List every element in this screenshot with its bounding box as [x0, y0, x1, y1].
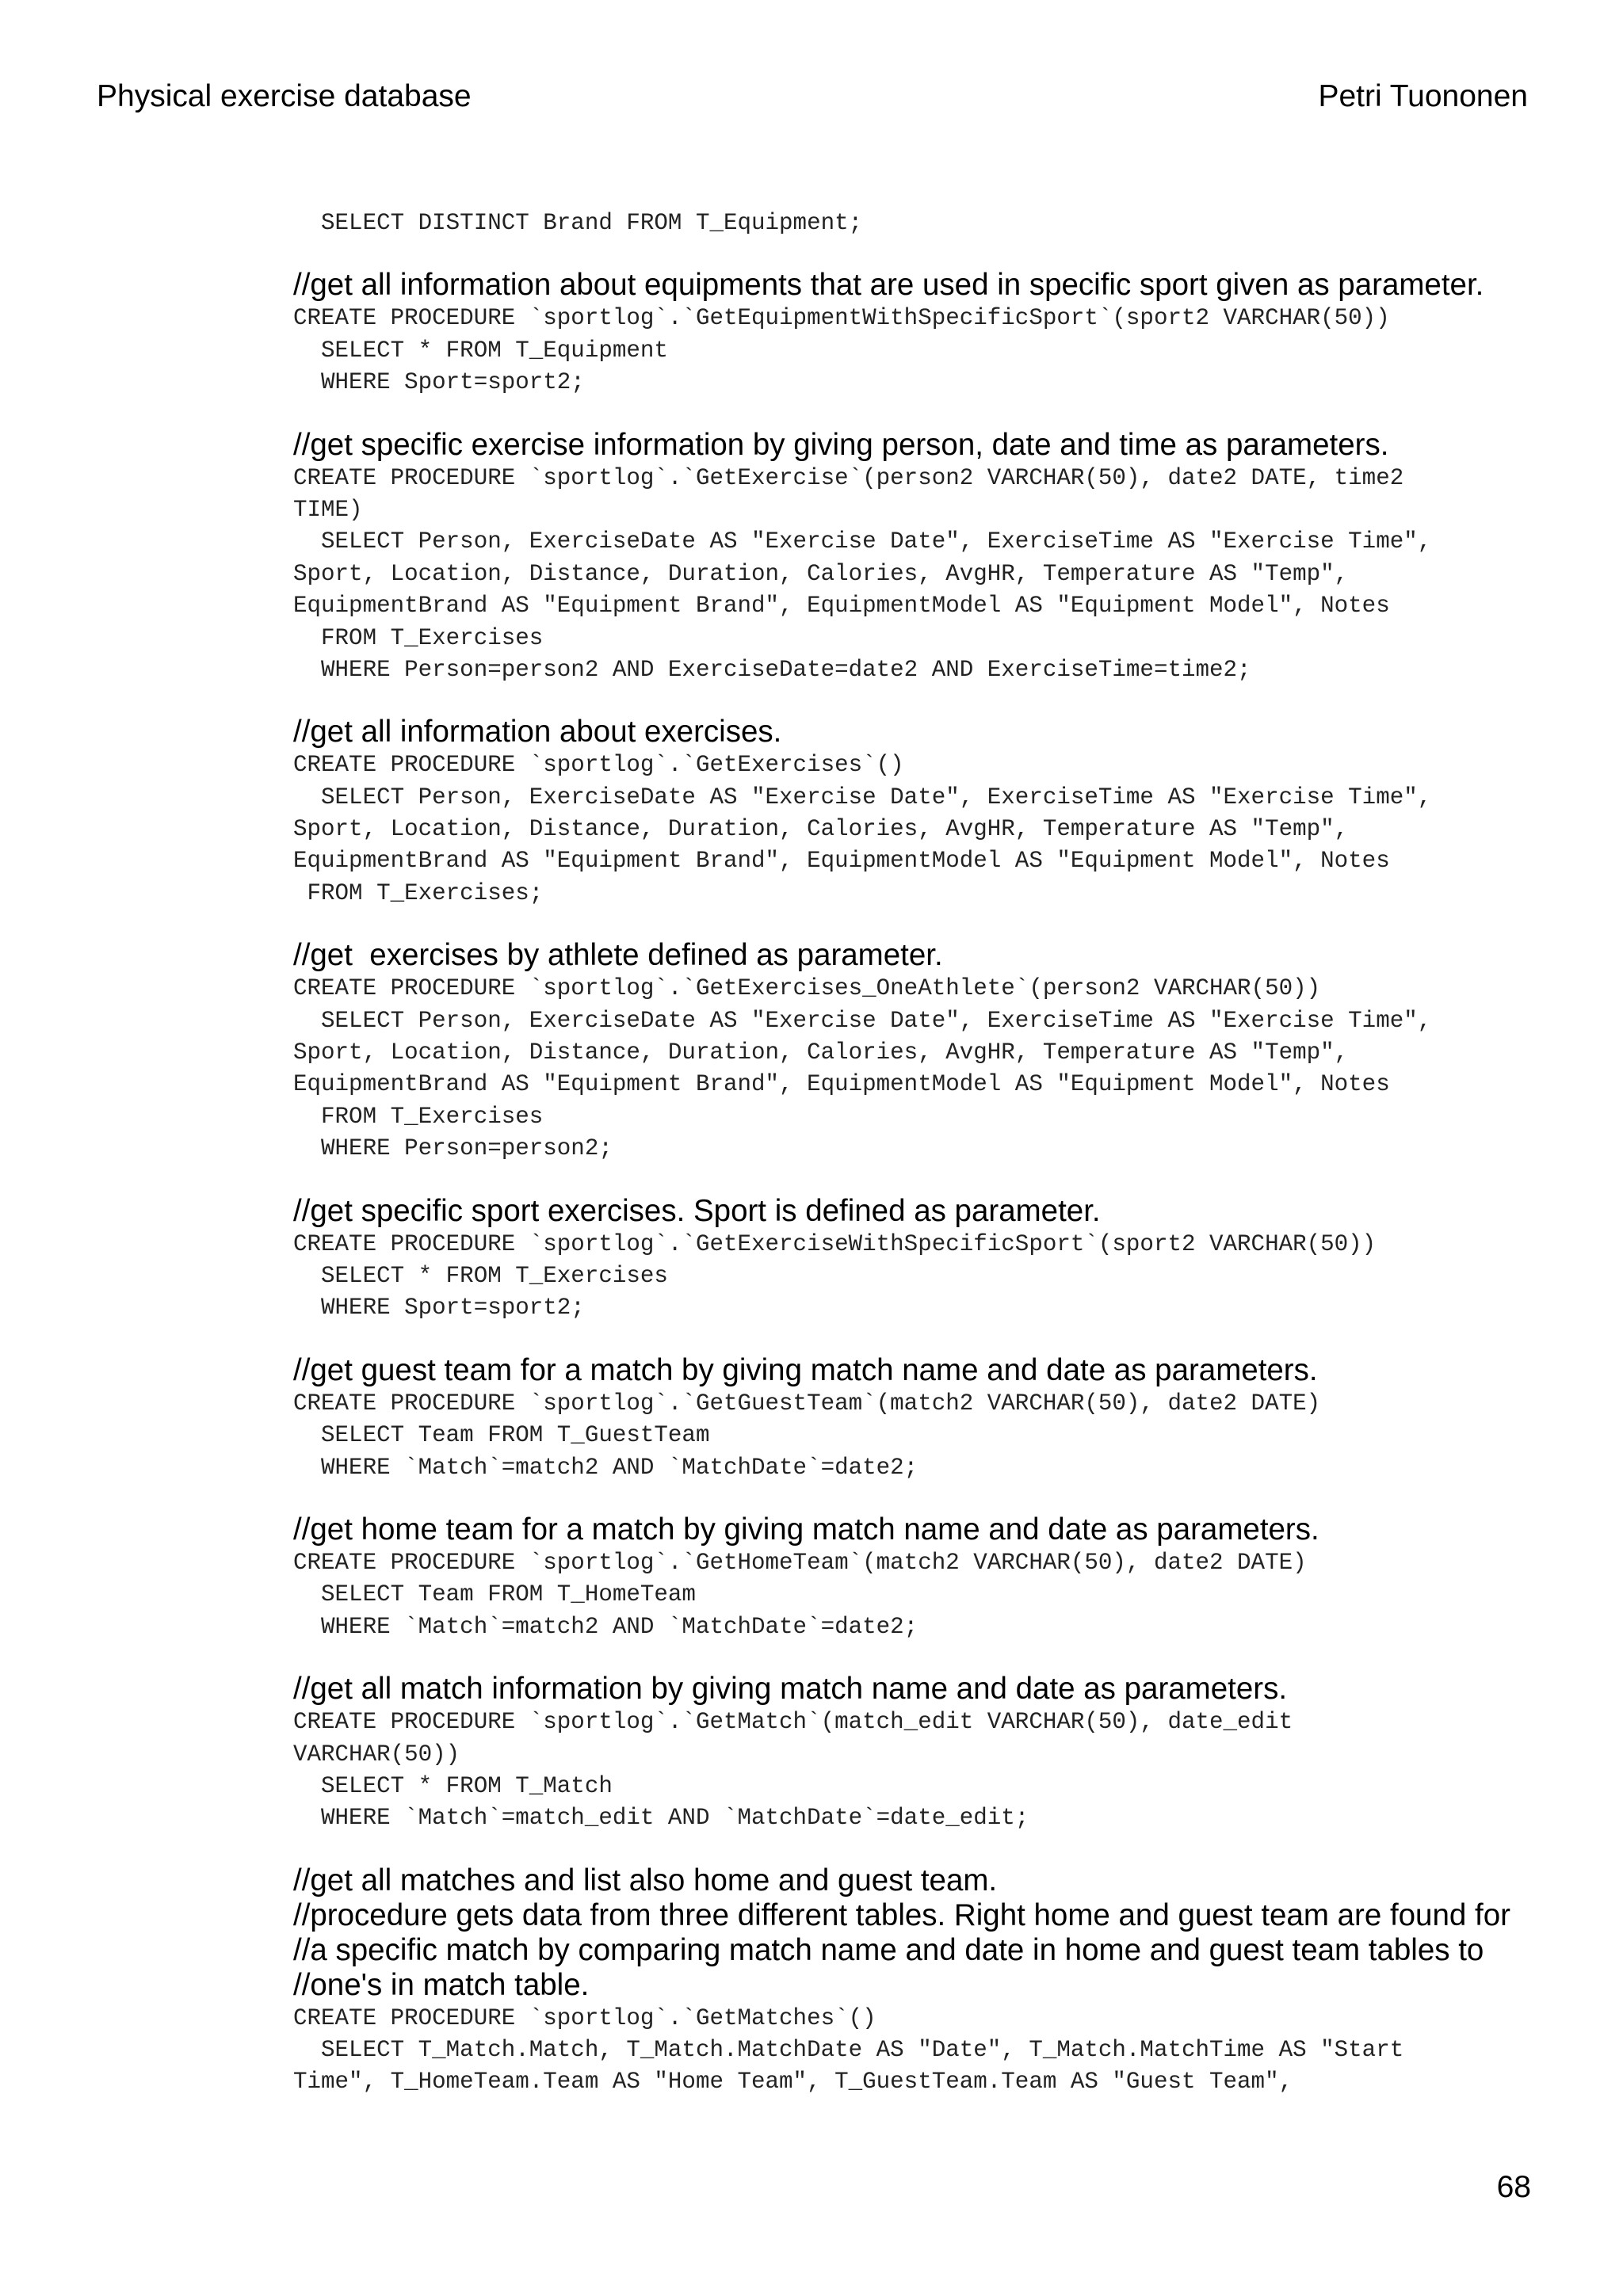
procedure-section	[293, 1484, 1529, 1643]
code-line: WHERE `Match`=match2 AND `MatchDate`=date2;	[293, 1454, 918, 1481]
code-line: WHERE `Match`=match2 AND `MatchDate`=date2;	[293, 1613, 918, 1640]
code-line: VARCHAR(50))	[293, 1741, 460, 1768]
code-line: EquipmentBrand AS "Equipment Brand", EquipmentModel AS "Equipment Model", Notes	[293, 848, 1390, 875]
code-line: SELECT DISTINCT Brand FROM T_Equipment;	[293, 210, 863, 236]
procedure-section	[293, 1643, 1529, 1835]
procedure-section	[293, 686, 1529, 910]
code-line: CREATE PROCEDURE `sportlog`.`GetHomeTeam`(match2 VARCHAR(50), date2 DATE)	[293, 1549, 1307, 1576]
code-line: WHERE `Match`=match_edit AND `MatchDate`=date_edit;	[293, 1805, 1029, 1832]
code-line: SELECT Team FROM T_HomeTeam	[293, 1581, 696, 1608]
procedure-section	[293, 1325, 1529, 1484]
code-line: WHERE Person=person2 AND ExerciseDate=date2 AND ExerciseTime=time2;	[293, 656, 1251, 683]
code-line: SELECT Person, ExerciseDate AS "Exercise Date", ExerciseTime AS "Exercise Time",	[293, 1007, 1432, 1034]
section-gap	[293, 1643, 1529, 1672]
code-line: CREATE PROCEDURE `sportlog`.`GetGuestTeam`(match2 VARCHAR(50), date2 DATE)	[293, 1390, 1321, 1417]
procedure-list	[293, 268, 1529, 2098]
code-line: WHERE Sport=sport2;	[293, 1295, 585, 1322]
code-line: CREATE PROCEDURE `sportlog`.`GetExerciseWithSpecificSport`(sport2 VARCHAR(50))	[293, 1230, 1377, 1257]
code-line: WHERE Person=person2;	[293, 1135, 613, 1162]
document-body	[293, 208, 1529, 2099]
section-gap	[293, 1835, 1529, 1863]
code-line: CREATE PROCEDURE `sportlog`.`GetExercises`()	[293, 752, 904, 779]
section-gap	[293, 1165, 1529, 1194]
section-gap	[293, 399, 1529, 428]
code-line: Sport, Location, Distance, Duration, Calories, AvgHR, Temperature AS "Temp",	[293, 1039, 1349, 1066]
code-line: CREATE PROCEDURE `sportlog`.`GetMatches`()	[293, 2004, 876, 2031]
procedure-section	[293, 1835, 1529, 2099]
code-line: Time", T_HomeTeam.Team AS "Home Team", T_GuestTeam.Team AS "Guest Team",	[293, 2069, 1293, 2096]
comment-line: //a specific match by comparing match name and date in home and guest team tables to	[293, 1932, 1484, 1967]
code-line: TIME)	[293, 496, 363, 523]
code-line: Sport, Location, Distance, Duration, Calories, AvgHR, Temperature AS "Temp",	[293, 816, 1349, 843]
comment-line: //get all match information by giving match name and date as parameters.	[293, 1672, 1288, 1707]
comment-line: //get home team for a match by giving match name and date as parameters.	[293, 1512, 1319, 1547]
comment-line: //get all information about exercises.	[293, 715, 782, 749]
comment-line: //get specific exercise information by giving person, date and time as parameters.	[293, 427, 1389, 462]
comment-line: //get all matches and list also home and guest team.	[293, 1863, 998, 1897]
code-line: EquipmentBrand AS "Equipment Brand", EquipmentModel AS "Equipment Model", Notes	[293, 593, 1390, 620]
code-line: SELECT T_Match.Match, T_Match.MatchDate AS "Date", T_Match.MatchTime AS "Start	[293, 2037, 1404, 2064]
procedure-section	[293, 268, 1529, 399]
code-line: SELECT * FROM T_Equipment	[293, 337, 668, 364]
code-line: SELECT Team FROM T_GuestTeam	[293, 1422, 710, 1449]
procedure-section	[293, 1165, 1529, 1325]
code-line: SELECT * FROM T_Match	[293, 1772, 613, 1799]
code-line: SELECT Person, ExerciseDate AS "Exercise Date", ExerciseTime AS "Exercise Time",	[293, 528, 1432, 555]
section-gap	[293, 1484, 1529, 1512]
comment-line: //get guest team for a match by giving match name and date as parameters.	[293, 1352, 1318, 1387]
procedure-section	[293, 910, 1529, 1165]
code-line: EquipmentBrand AS "Equipment Brand", EquipmentModel AS "Equipment Model", Notes	[293, 1071, 1390, 1098]
comment-line: //get specific sport exercises. Sport is defined as parameter.	[293, 1193, 1101, 1228]
comment-line: //get exercises by athlete defined as parameter.	[293, 938, 943, 973]
code-line: CREATE PROCEDURE `sportlog`.`GetExercises_OneAthlete`(person2 VARCHAR(50))	[293, 975, 1321, 1002]
code-line: WHERE Sport=sport2;	[293, 369, 585, 396]
running-header-title: Physical exercise database	[97, 79, 472, 113]
comment-line: //procedure gets data from three different tables. Right home and guest team are found for	[293, 1897, 1510, 1932]
code-line: FROM T_Exercises	[293, 624, 544, 651]
comment-line: //get all information about equipments that are used in specific sport given as parameter.	[293, 268, 1484, 303]
procedure-section	[293, 399, 1529, 687]
code-line: SELECT * FROM T_Exercises	[293, 1262, 668, 1289]
section-gap	[293, 239, 1529, 268]
section-gap	[293, 1325, 1529, 1353]
section-gap	[293, 910, 1529, 938]
intro-code-block	[293, 208, 1529, 239]
code-line: FROM T_Exercises	[293, 1103, 544, 1130]
section-gap	[293, 686, 1529, 715]
code-line: CREATE PROCEDURE `sportlog`.`GetMatch`(match_edit VARCHAR(50), date_edit	[293, 1709, 1293, 1736]
code-line: CREATE PROCEDURE `sportlog`.`GetEquipmentWithSpecificSport`(sport2 VARCHAR(50))	[293, 305, 1390, 332]
code-line: FROM T_Exercises;	[293, 879, 544, 906]
running-header-author: Petri Tuononen	[1318, 79, 1528, 113]
comment-line: //one's in match table.	[293, 1967, 590, 2002]
code-line: SELECT Person, ExerciseDate AS "Exercise Date", ExerciseTime AS "Exercise Time",	[293, 784, 1432, 810]
code-line: CREATE PROCEDURE `sportlog`.`GetExercise`(person2 VARCHAR(50), date2 DATE, time2	[293, 464, 1404, 491]
code-line: Sport, Location, Distance, Duration, Calories, AvgHR, Temperature AS "Temp",	[293, 560, 1349, 587]
page-number: 68	[1496, 2170, 1531, 2204]
